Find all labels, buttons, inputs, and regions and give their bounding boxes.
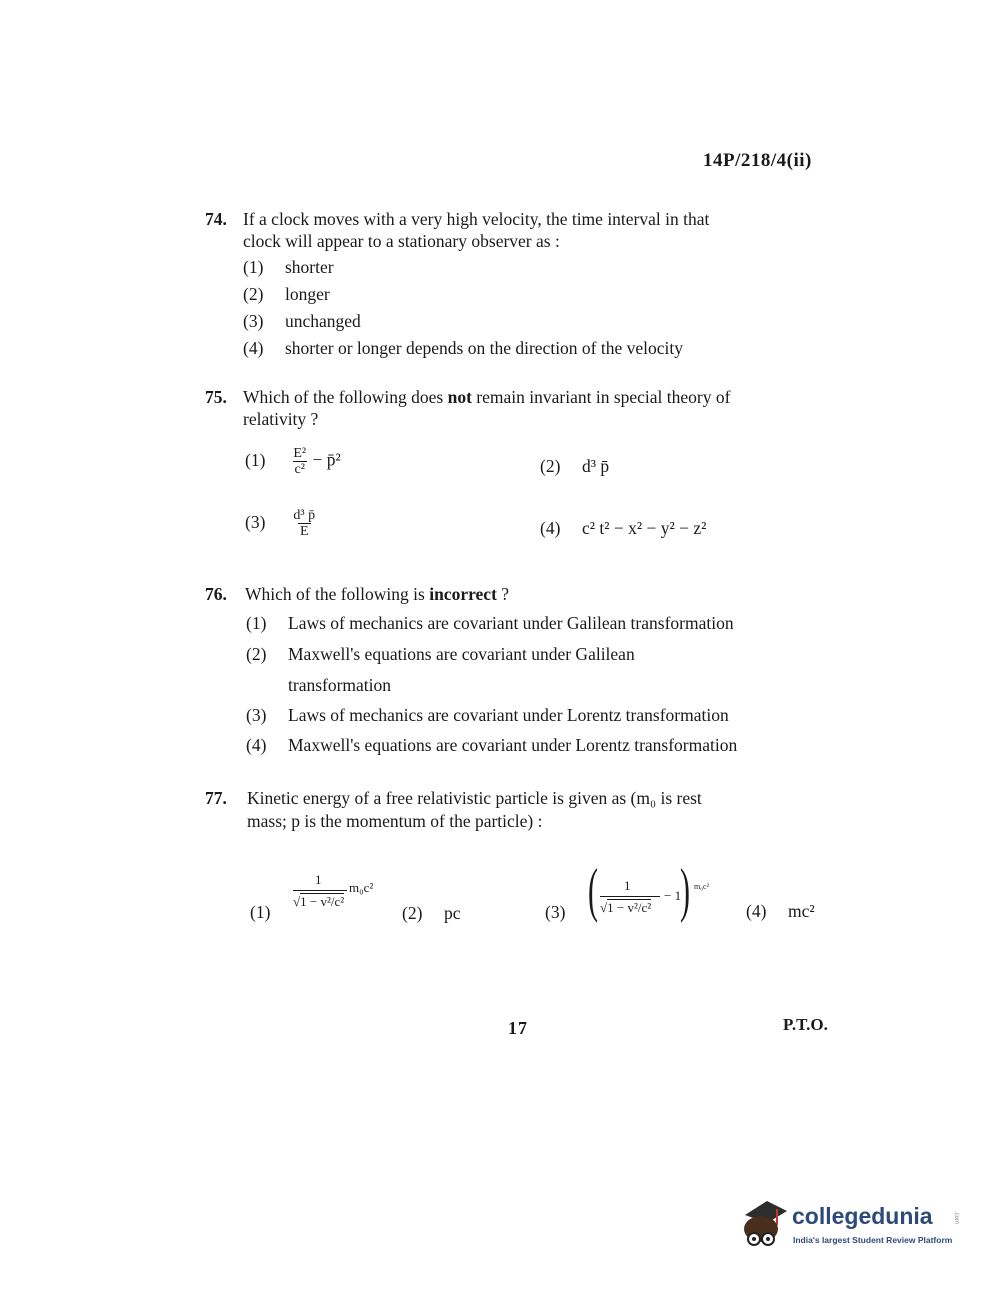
mascot-icon <box>737 1195 791 1255</box>
fraction: $\frac{\text{E²}}{\text{c²}}$ <box>293 446 307 477</box>
question-text: Which of the following is incorrect ? <box>245 584 510 604</box>
question-number: 74. <box>205 209 227 229</box>
q76-option-4: (4) Maxwell's equations are covariant under Lorentz transformation <box>246 735 738 755</box>
page-number: 17 <box>508 1018 528 1038</box>
question-text: Kinetic energy of a free relativistic particle is given as (m₀ is rest <box>247 788 702 808</box>
q75-option-1: (1) $\frac{\text{E²}}{\text{c²}}$ − p̄² <box>245 446 341 477</box>
pto-label: P.T.O. <box>783 1015 828 1034</box>
fraction: $\frac{\text{d³ p̄}}{E}$ <box>293 508 316 539</box>
q77-option-1-label: (1) <box>250 902 271 922</box>
question-text: If a clock moves with a very high velocity, the time interval in that <box>243 209 710 229</box>
brand-com: .com <box>953 1211 959 1225</box>
q75-option-3: (3) $\frac{\text{d³ p̄}}{E}$ <box>245 508 316 539</box>
q77-option-4: (4) mc² <box>746 901 815 921</box>
left-paren: ( <box>588 857 598 923</box>
q75-option-2: (2) d³ p̄ <box>540 456 610 476</box>
collegedunia-logo <box>737 1195 962 1255</box>
q76-option-2-cont: transformation <box>288 675 392 695</box>
question-number: 76. <box>205 584 227 604</box>
q74-option-3: (3) unchanged <box>243 311 361 331</box>
q75-option-4: (4) c² t² − x² − y² − z² <box>540 518 707 538</box>
fraction-bar <box>600 896 660 897</box>
q77-option-3-label: (3) <box>545 902 566 922</box>
question-text-cont: mass; p is the momentum of the particle) : <box>247 811 543 831</box>
q76-option-3: (3) Laws of mechanics are covariant under Lorentz transformation <box>246 705 729 725</box>
q77-option-3-expr: ( 1 √1 − v²/c² − 1 ) m₀c² <box>588 850 718 945</box>
q74-option-1: (1) shorter <box>243 257 334 277</box>
question-text-cont: clock will appear to a stationary observer as : <box>243 231 560 251</box>
fraction-bar <box>293 890 347 891</box>
paper-code: 14P/218/4(ii) <box>703 150 812 171</box>
radical: √1 − v²/c² <box>293 894 345 909</box>
question-text-cont: relativity ? <box>243 409 319 429</box>
q76-option-1: (1) Laws of mechanics are covariant under Galilean transformation <box>246 613 734 633</box>
q74-option-2: (2) longer <box>243 284 330 304</box>
q77-option-2: (2) pc <box>402 903 461 923</box>
brand-tagline: India's largest Student Review Platform <box>793 1235 953 1245</box>
brand-name: collegedunia <box>792 1203 933 1229</box>
question-text: Which of the following does not remain invariant in special theory of <box>243 387 731 407</box>
q74-option-4: (4) shorter or longer depends on the direction of the velocity <box>243 338 684 358</box>
question-number: 77. <box>205 788 227 808</box>
right-paren: ) <box>680 857 690 923</box>
radical: √1 − v²/c² <box>600 900 652 915</box>
question-number: 75. <box>205 387 227 407</box>
q76-option-2: (2) Maxwell's equations are covariant under Galilean <box>246 644 635 664</box>
